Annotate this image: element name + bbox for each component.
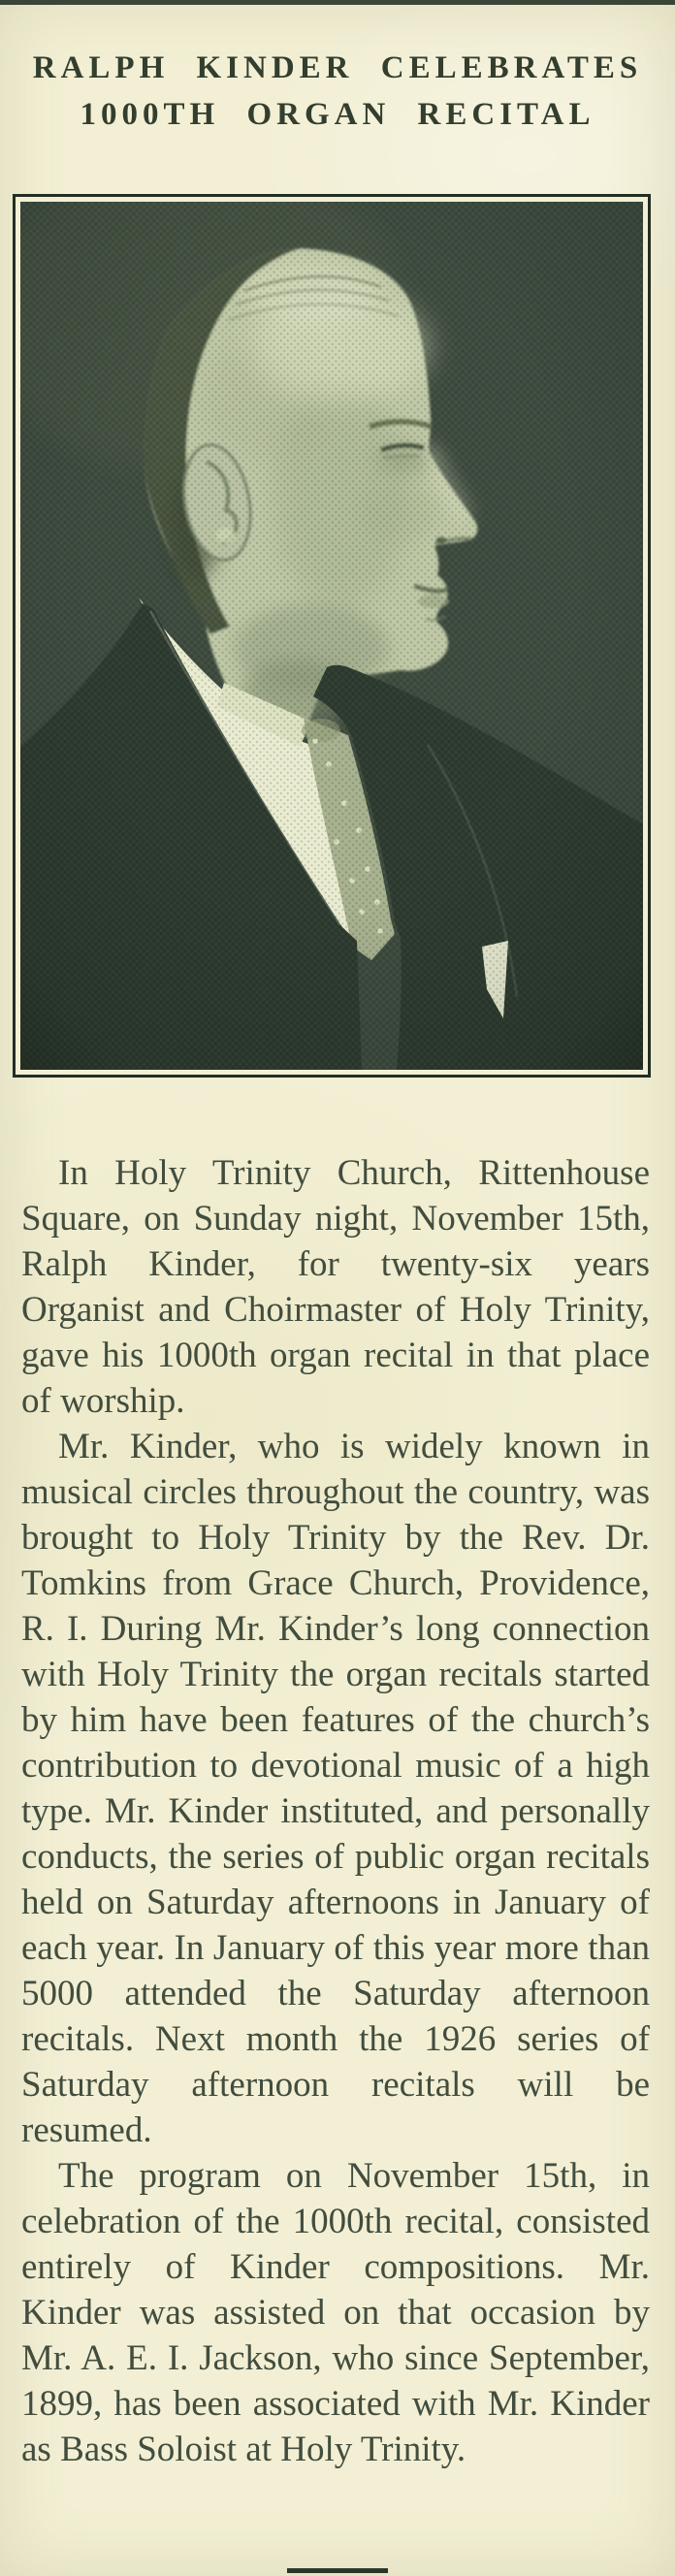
top-rule xyxy=(0,0,675,5)
article-paragraph-3: The program on November 15th, in celebration of the 1000th recital, consisted entirely of Kinder compositions. Mr. Kinder was assisted on that occasion by Mr. A. E. I. Jackson, who since September, 1899, has been associated with Mr. Kinder as Bass Soloist at Holy Trinity. xyxy=(21,2156,650,2469)
portrait-photo xyxy=(20,202,643,1070)
headline-line-2: 1000TH ORGAN RECITAL xyxy=(80,97,595,132)
portrait-photo-frame xyxy=(13,194,651,1078)
article-paragraph-2: Mr. Kinder, who is widely known in musical circles throughout the country, was brought to Holy Trinity by the Rev. Dr. Tomkins from Grace Church, Providence, R. I. During Mr. Kinder’s long connection with Holy Trinity the organ recitals started by him have been features of the church’s contribution to devotional music of a high type. Mr. Kinder instituted, and personally conducts, the series of public organ recitals held on Saturday afternoons in January of each year. In January of this year more than 5000 attended the Saturday afternoon recitals. Next month the 1926 series of Saturday afternoon recitals will be resumed. xyxy=(21,1427,650,2150)
end-rule xyxy=(287,2568,388,2573)
article-paragraph-1: In Holy Trinity Church, Rittenhouse Square, on Sunday night, November 15th, Ralph Kinder, for twenty-six years Organist and Choirmaster of Holy Trinity, gave his 1000th organ recital in that place of worship. xyxy=(21,1153,650,1421)
article-body xyxy=(21,1150,650,2472)
headline-line-1: RALPH KINDER CELEBRATES xyxy=(32,50,643,85)
article-headline xyxy=(0,45,675,138)
portrait-illustration xyxy=(20,202,643,1070)
